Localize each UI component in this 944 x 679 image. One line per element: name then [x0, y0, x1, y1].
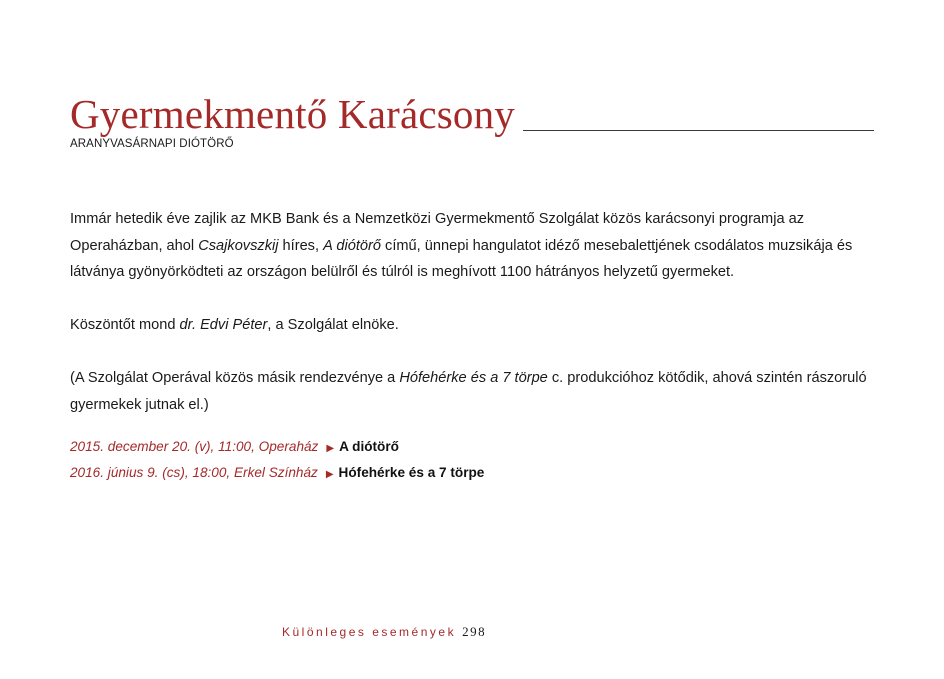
event-item: [70, 461, 484, 487]
page-number: 298: [462, 624, 487, 639]
event-date: 2015. december 20. (v), 11:00, Operaház: [70, 439, 319, 454]
event-title: Hófehérke és a 7 törpe: [338, 465, 485, 480]
event-date: 2016. június 9. (cs), 18:00, Erkel Színház: [70, 465, 318, 480]
body-text: [70, 206, 874, 418]
intro-text-2: híres,: [278, 237, 324, 254]
triangle-right-icon: ▶: [326, 443, 335, 454]
event-title: A diótörő: [339, 439, 399, 454]
greeting-paragraph: [70, 312, 874, 339]
note-work-title: Hófehérke és a 7 törpe: [399, 370, 548, 386]
speaker-name: dr. Edvi Péter: [179, 317, 268, 333]
section-label: Különleges események: [282, 625, 457, 639]
intro-text-1: Immár hetedik éve zajlik az MKB Bank és a Nemzetközi Gyermekmentő Szolgálat közös karácsonyi programja az Operaházban, ahol: [70, 211, 805, 254]
event-list: [70, 435, 484, 487]
greeting-text-1: Köszöntőt mond: [70, 317, 180, 333]
title-rule: [523, 130, 874, 131]
page-title: Gyermekmentő Karácsony: [70, 91, 515, 137]
note-text-1: (A Szolgálat Operával közös másik rendezvénye a: [70, 370, 400, 386]
note-paragraph: [70, 365, 874, 418]
intro-paragraph: [70, 206, 874, 286]
work-title: A diótörő: [323, 237, 381, 254]
page-subtitle: ARANYVASÁRNAPI DIÓTÖRŐ: [70, 138, 234, 150]
triangle-right-icon: ▶: [325, 469, 334, 480]
page-footer: [282, 624, 486, 640]
title-row: [70, 92, 874, 136]
intro-text-3: című, ünnepi hangulatot idéző mesebalettjének csodálatos muzsikája és látványa gyönyörködteti az országon belülről és túlról is meghívott 1100 hátrányos helyzetű gyermeket.: [70, 237, 853, 280]
event-item: [70, 435, 484, 461]
composer-name: Csajkovszkij: [198, 237, 279, 254]
note-text-2: c. produkcióhoz kötődik, ahová szintén rászoruló gyermekek jutnak el.): [70, 370, 867, 413]
greeting-text-2: , a Szolgálat elnöke.: [267, 317, 399, 333]
